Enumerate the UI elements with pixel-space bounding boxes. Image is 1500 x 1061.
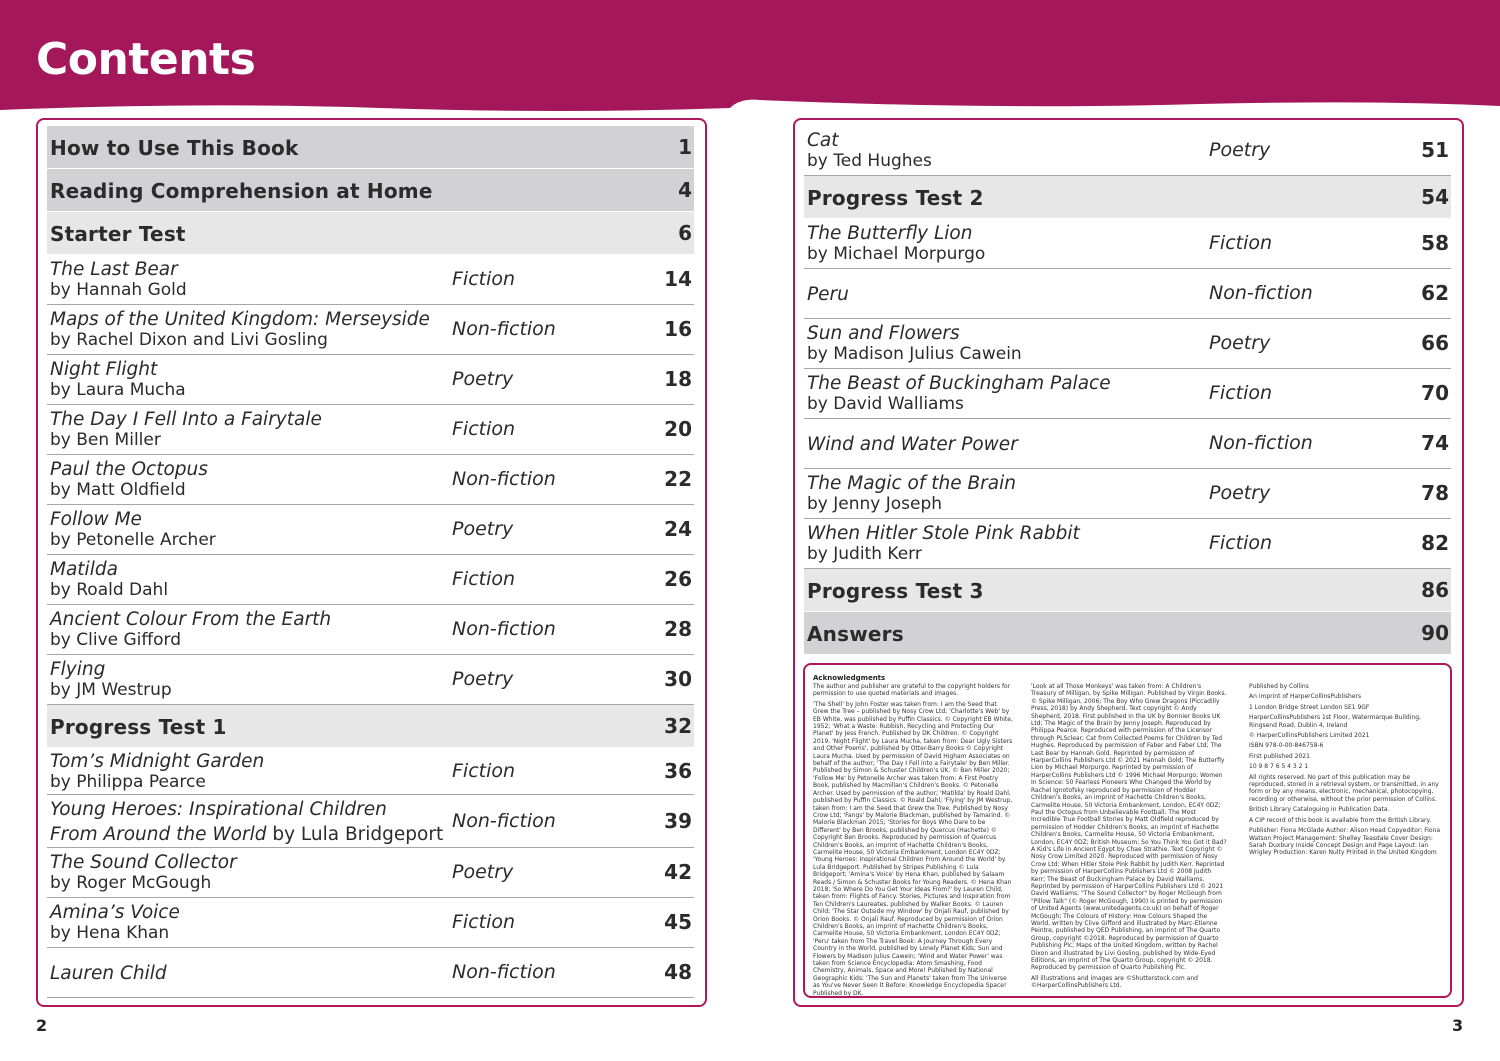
acknowledgements-box	[803, 663, 1452, 998]
header-banner	[0, 0, 1500, 112]
section-title: How to Use This Book	[50, 135, 299, 160]
entry-title: When Hitler Stole Pink Rabbit	[807, 523, 1080, 544]
entry-page-number: 78	[1421, 481, 1449, 505]
entry-title-block	[50, 659, 172, 701]
section-title: Progress Test 3	[807, 578, 984, 603]
contents-entry-row	[47, 898, 694, 948]
entry-genre: Fiction	[452, 418, 516, 440]
section-heading-row	[47, 126, 694, 169]
entry-title-block	[50, 459, 208, 501]
entry-title: The Beast of Buckingham Palace	[807, 373, 1111, 394]
section-heading-row	[47, 705, 694, 748]
contents-entry-row	[47, 848, 694, 898]
entry-title-block	[50, 559, 168, 601]
contents-entry-row	[47, 555, 694, 605]
acknowledgement-paragraph: First published 2021	[1249, 752, 1310, 760]
acknowledgement-paragraph: An imprint of HarperCollinsPublishers	[1249, 693, 1362, 701]
entry-page-number: 39	[664, 808, 692, 833]
acknowledgement-paragraph: All rights reserved. No part of this publication may be reproduced, stored in a retrieval system, or transmitted, in any form or by any means, electronic, mechanical, photocopying, recording or otherwise, without the prior permission of Collins.	[1249, 773, 1439, 803]
entry-title: The Sound Collector	[50, 852, 237, 873]
entry-genre: Fiction	[452, 911, 516, 933]
entry-author: by Philippa Pearce	[50, 771, 206, 792]
entry-title: Flying	[50, 659, 106, 680]
entry-page-number: 86	[1421, 577, 1449, 602]
entry-page-number: 26	[664, 567, 692, 591]
entry-author: by Matt Oldfield	[50, 480, 186, 500]
entry-genre: Non-fiction	[452, 809, 556, 832]
entry-genre: Fiction	[1209, 232, 1273, 254]
entry-author: by Roald Dahl	[50, 580, 169, 600]
entry-page-number: 66	[1421, 331, 1449, 355]
section-title: Progress Test 1	[50, 714, 227, 739]
section-heading-row	[804, 612, 1451, 655]
entry-title: Follow Me	[50, 509, 142, 530]
entry-title-block	[807, 523, 1080, 565]
contents-entry-row	[47, 795, 694, 848]
entry-title-block	[50, 609, 331, 651]
contents-entry-row	[47, 305, 694, 355]
entry-genre: Non-fiction	[452, 468, 556, 490]
entry-genre: Poetry	[452, 668, 514, 690]
entry-genre: Poetry	[1209, 482, 1271, 504]
entry-title: Amina’s Voice	[50, 902, 180, 923]
contents-entry-row	[47, 948, 694, 998]
acknowledgement-paragraph: The author and publisher are grateful to the copyright holders for permission to use quoted materials and images.	[813, 683, 1011, 698]
acknowledgement-paragraph: HarperCollinsPublishers 1st Floor, Watermarque Building, Ringsend Road, Dublin 4, Ireland	[1249, 714, 1421, 729]
contents-panel-left	[36, 118, 707, 1007]
contents-entry-row	[804, 419, 1451, 469]
entry-page-number: 16	[664, 317, 692, 341]
entry-title-block	[50, 963, 167, 984]
entry-author: by David Walliams	[807, 394, 964, 414]
acknowledgement-paragraph: 1 London Bridge Street London SE1 9GF	[1249, 703, 1370, 711]
entry-author: by Hena Khan	[50, 923, 170, 943]
entry-page-number: 70	[1421, 381, 1449, 405]
section-heading-row	[47, 169, 694, 212]
acknowledgement-paragraph: © HarperCollinsPublishers Limited 2021	[1249, 732, 1370, 740]
entry-genre: Poetry	[1209, 139, 1271, 161]
contents-entry-row	[47, 355, 694, 405]
entry-title: The Magic of the Brain	[807, 473, 1016, 494]
entry-author: by Petonelle Archer	[50, 530, 216, 550]
entry-title: Wind and Water Power	[807, 433, 1018, 455]
entry-page-number: 90	[1421, 620, 1449, 645]
contents-entry-row	[47, 505, 694, 555]
acknowledgement-paragraph: 'The Shell' by John Foster was taken from: I am the Seed that Grew the Tree – published by Nosy Crow Ltd; 'Charlotte's Web' by EB White, was published by Puffin Classics. © Copyright EB White, 1952; 'What a Waste: Rubbish, Recycling and Protecting Our Planet' by Jess French. Published by DK Children. © Copyright 2019. 'Night Flight' by Laura Mucha, taken from: Dear Ugly Sisters and Other Poems', published by Otter-Barry Books © Copyright Laura Mucha. Used by permission of David Higham Associates on behalf of the author; 'The Day I Fell into a Fairytale' by Ben Miller. Published by Simon & Schuster Children's UK. © Ben Miller 2020; 'Follow Me' by Petonelle Archer was taken from: A First Poetry Book, published by Macmillan's Children's Books. © Petonelle Archer. Used by permission of the author; 'Matilda' by Roald Dahl, published by Puffin Classics. © Roald Dahl; 'Flying' by JM Westrup, taken from: I am the Seed that Grew the Tree. Published by Nosy Crow Ltd; 'Fangs' by Malorie Blackman, published by Tamarind. © Malorie Blackman 2015; 'Stories for Boys Who Dare to be Different' by Ben Brooks, published by Quercus (Hachette) © Copyright Ben Brooks. Reproduced by permission of Quercus Children's Books, an imprint of Hachette Children's Books, Carmelite House, 50 Victoria Embankment, London EC4Y 0DZ; 'Young Heroes: Inspirational Children From Around the World' by Lula Bridgeport. Published by Stripes Publishing © Lula Bridgeport; 'Amina's Voice' by Hena Khan, published by Salaam Reads / Simon & Schuster Books for Young Readers. © Hena Khan 2018; 'So Where Do You Get Your Ideas From?' by Lauren Child, taken from: Flights of Fancy. Stories, Pictures and Inspiration from Ten Children's Laureates, published by Walker Books. © Lauren Child; 'The Star Outside my Window' by Onjali Rauf, published by Orion Books. © Onjali Rauf. Reproduced by permission of Orion Children's Books, an imprint of Hachette Children's Books, Carmelite House, 50 Victoria Embankment, London EC4Y 0DZ; 'Peru' taken from The Travel Book: A Journey Through Every Country in the World, published by Lonely Planet Kids; Sun and Flowers by Madison Julius Cawein; 'Wind and Water Power' was taken from Science Encyclopedia: Atom Smashing, Food Chemistry, Animals, Space and More! Published by National Geographic Kids; 'The Sun and Planets' taken from The Universe as You've Never Seen It Before: Knowledge Encyclopedia Space! Published by DK.	[813, 700, 1013, 997]
entry-author: by Clive Gifford	[50, 630, 181, 650]
entry-genre: Non-fiction	[452, 618, 556, 640]
entry-author: by Ben Miller	[50, 430, 161, 450]
entry-genre: Fiction	[1209, 532, 1273, 554]
acknowledgement-paragraph: All illustrations and images are ©Shutterstock.com and ©HarperCollinsPublishers Ltd.	[1031, 974, 1198, 990]
entry-title-block	[807, 323, 1022, 365]
acknowledgements-column-1	[813, 683, 1013, 1000]
entry-author: by Ted Hughes	[807, 151, 932, 171]
contents-entry-row	[47, 655, 694, 705]
page-number-left: 2	[36, 1016, 48, 1035]
entry-page-number: 18	[664, 367, 692, 391]
entry-author: by Roger McGough	[50, 873, 212, 893]
entry-title: Lauren Child	[50, 962, 167, 984]
acknowledgement-paragraph: British Library Cataloguing in Publication Data.	[1249, 806, 1390, 814]
contents-entry-row	[804, 319, 1451, 369]
entry-title-block	[50, 259, 187, 301]
entry-author: by Jenny Joseph	[807, 494, 943, 514]
entry-page-number: 45	[664, 910, 692, 934]
contents-entry-row	[804, 519, 1451, 569]
section-title: Starter Test	[50, 221, 186, 246]
contents-entry-row	[804, 369, 1451, 419]
entry-author: by Rachel Dixon and Livi Gosling	[50, 330, 328, 350]
section-heading-row	[804, 176, 1451, 219]
entry-page-number: 51	[1421, 138, 1449, 162]
acknowledgements-column-2	[1031, 683, 1227, 993]
acknowledgement-paragraph: 10 9 8 7 6 5 4 3 2 1	[1249, 763, 1309, 771]
entry-author: by Judith Kerr	[807, 544, 922, 564]
entry-genre: Poetry	[452, 861, 514, 883]
entry-title: Peru	[807, 283, 849, 305]
entry-genre: Non-fiction	[452, 961, 556, 983]
entry-page-number: 20	[664, 417, 692, 441]
contents-entry-row	[47, 255, 694, 305]
entry-page-number: 54	[1421, 184, 1449, 209]
entry-genre: Poetry	[1209, 332, 1271, 354]
entry-title-block	[50, 509, 216, 551]
entry-page-number: 36	[664, 758, 692, 783]
entry-author: by Laura Mucha	[50, 380, 186, 400]
contents-entry-row	[804, 469, 1451, 519]
entry-title-block	[50, 409, 322, 451]
entry-title: Matilda	[50, 559, 118, 580]
entry-page-number: 22	[664, 467, 692, 491]
section-heading-row	[804, 569, 1451, 612]
entry-author: by JM Westrup	[50, 680, 172, 700]
entry-author: by Hannah Gold	[50, 280, 187, 300]
section-heading-row	[47, 212, 694, 255]
entry-title-block	[807, 130, 932, 172]
entry-page-number: 1	[678, 134, 692, 159]
entry-title-block	[50, 751, 264, 793]
entry-title: Cat	[807, 130, 839, 151]
entry-page-number: 48	[664, 960, 692, 984]
acknowledgements-column-3	[1249, 683, 1447, 860]
acknowledgement-paragraph: Publisher: Fiona McGlade Author: Alison Head Copyeditor: Fiona Watson Project Management: Shelley Teasdale Cover Design: Sarah Duxbury Inside Concept Design and Page Layout: Ian Wrigley Production: Karen Nulty Printed in the United Kingdom	[1249, 827, 1441, 857]
entry-genre: Non-fiction	[1209, 432, 1313, 454]
entry-genre: Non-fiction	[1209, 282, 1313, 304]
entry-page-number: 42	[664, 860, 692, 884]
entry-genre: Fiction	[452, 268, 516, 290]
acknowledgement-paragraph: A CIP record of this book is available from the British Library.	[1249, 816, 1432, 824]
contents-entry-row	[47, 405, 694, 455]
entry-title: Maps of the United Kingdom: Merseyside	[50, 309, 430, 330]
entry-title: Ancient Colour From the Earth	[50, 609, 332, 630]
entry-page-number: 6	[678, 220, 692, 245]
entry-title: Young Heroes: Inspirational Children	[50, 798, 387, 820]
entry-title: Tom’s Midnight Garden	[50, 750, 265, 772]
entry-title-block	[50, 309, 430, 351]
contents-entry-row	[804, 269, 1451, 319]
entry-title-line-2	[50, 824, 443, 845]
entry-page-number: 30	[664, 667, 692, 691]
entry-title-block	[50, 902, 180, 944]
section-title: Reading Comprehension at Home	[50, 178, 433, 203]
entry-page-number: 28	[664, 617, 692, 641]
entry-title: Paul the Octopus	[50, 459, 208, 480]
entry-genre: Poetry	[452, 518, 514, 540]
entry-page-number: 62	[1421, 281, 1449, 305]
entry-title-block	[50, 799, 443, 845]
acknowledgement-paragraph: 'Look at all Those Monkeys' was taken from: A Children's Treasury of Milligan, by Spike Milligan. Published by Virgin Books. © Spike Milligan, 2006; The Boy Who Grew Dragons (Piccadilly Press, 2018) by Andy Shepherd. Text copyright © Andy Shepherd, 2018. First published in the UK by Bonnier Books UK Ltd; The Magic of the Brain by Jenny Joseph. Reproduced by Philippa Pearce. Reproduced with permission of the Licensor through PLSclear; Cat from Collected Poems for Children by Ted Hughes. Reproduced by permission of Faber and Faber Ltd; The Last Bear by Hannah Gold. Reprinted by permission of HarperCollins Publishers Ltd © 2021 Hannah Gold; The Butterfly Lion by Michael Morpurgo. Reprinted by permission of HarperCollins Publishers Ltd © 1996 Michael Morpurgo; Women In Science: 50 Fearless Pioneers Who Changed the World by Rachel Ignotofsky reproduced by permission of Hodder Children's Books, an imprint of Hachette Children's Books, Carmelite House, 50 Victoria Embankment, London, EC4Y 0DZ; Paul the Octopus from Unbelievable Football: The Most Incredible True Football Stories by Matt Oldfield reproduced by permission of Hodder Children's Books, an imprint of Hachette Children's Books, Carmelite House, 50 Victoria Embankment, London, EC4Y 0DZ; British Museum: So You Think You Got it Bad? A Kid's Life in Ancient Egypt by Chae Strathie. Text Copyright © Nosy Crow Limited 2020. Reproduced with permission of Nosy Crow Ltd; When Hitler Stole Pink Rabbit by Judith Kerr. Reprinted by permission of HarperCollins Publishers Ltd © 2008 Judith Kerr; The Beast of Buckingham Palace by David Walliams. Reprinted by permission of HarperCollins Publishers Ltd © 2021 David Walliams; "The Sound Collector" by Roger McGough from "Pillow Talk" (© Roger McGough, 1990) is printed by permission of United Agents (www.unitedagents.co.uk) on behalf of Roger McGough; The Colours of History: How Colours Shaped the World, written by Clive Gifford and illustrated by Marc-Etienne Peintre, published by QED Publishing, an imprint of The Quarto Group, copyright ©2018. Reproduced by permission of Quarto Publishing Plc; Maps of the United Kingdom, written by Rachel Dixon and illustrated by Livi Gosling, published by Wide-Eyed Editions, an imprint of The Quarto Group, copyright © 2018. Reproduced by permission of Quarto Publishing Plc.	[1031, 683, 1227, 972]
entry-author: by Michael Morpurgo	[807, 244, 986, 264]
contents-entry-row	[47, 455, 694, 505]
entry-page-number: 58	[1421, 231, 1449, 255]
entry-title-block	[807, 373, 1111, 415]
contents-entry-row	[804, 219, 1451, 269]
entry-page-number: 14	[664, 267, 692, 291]
entry-title-continued: From Around the World	[50, 823, 267, 845]
contents-entry-row	[804, 126, 1451, 176]
entry-title-block	[807, 223, 985, 265]
entry-title-block	[807, 473, 1016, 515]
section-title: Progress Test 2	[807, 185, 984, 210]
entry-title: The Butterfly Lion	[807, 223, 973, 244]
entry-page-number: 32	[664, 713, 692, 738]
entry-page-number: 74	[1421, 431, 1449, 455]
contents-entry-row	[47, 748, 694, 795]
entry-title: Sun and Flowers	[807, 323, 960, 344]
acknowledgement-paragraph: ISBN 978-0-00-846758-6	[1249, 742, 1324, 750]
entry-page-number: 4	[678, 177, 692, 202]
entry-title-block	[807, 284, 849, 305]
entry-genre: Non-fiction	[452, 318, 556, 340]
entry-title-block	[807, 434, 1018, 455]
acknowledgements-heading: Acknowledgments	[813, 674, 886, 682]
entry-genre: Fiction	[1209, 382, 1273, 404]
entry-author: by Madison Julius Cawein	[807, 344, 1022, 364]
entry-title: The Day I Fell Into a Fairytale	[50, 409, 322, 430]
entry-page-number: 82	[1421, 531, 1449, 555]
entry-title: The Last Bear	[50, 259, 178, 280]
contents-entry-row	[47, 605, 694, 655]
entry-genre: Fiction	[452, 759, 516, 782]
entry-title-block	[50, 852, 237, 894]
entry-genre: Poetry	[452, 368, 514, 390]
entry-title: Night Flight	[50, 359, 158, 380]
entry-author: by Lula Bridgeport	[272, 823, 444, 845]
page-title: Contents	[36, 34, 256, 85]
entry-title-block	[50, 359, 186, 401]
entry-page-number: 24	[664, 517, 692, 541]
page-number-right: 3	[1452, 1016, 1464, 1035]
section-title: Answers	[807, 621, 904, 646]
acknowledgement-paragraph: Published by Collins	[1249, 683, 1309, 690]
entry-genre: Fiction	[452, 568, 516, 590]
